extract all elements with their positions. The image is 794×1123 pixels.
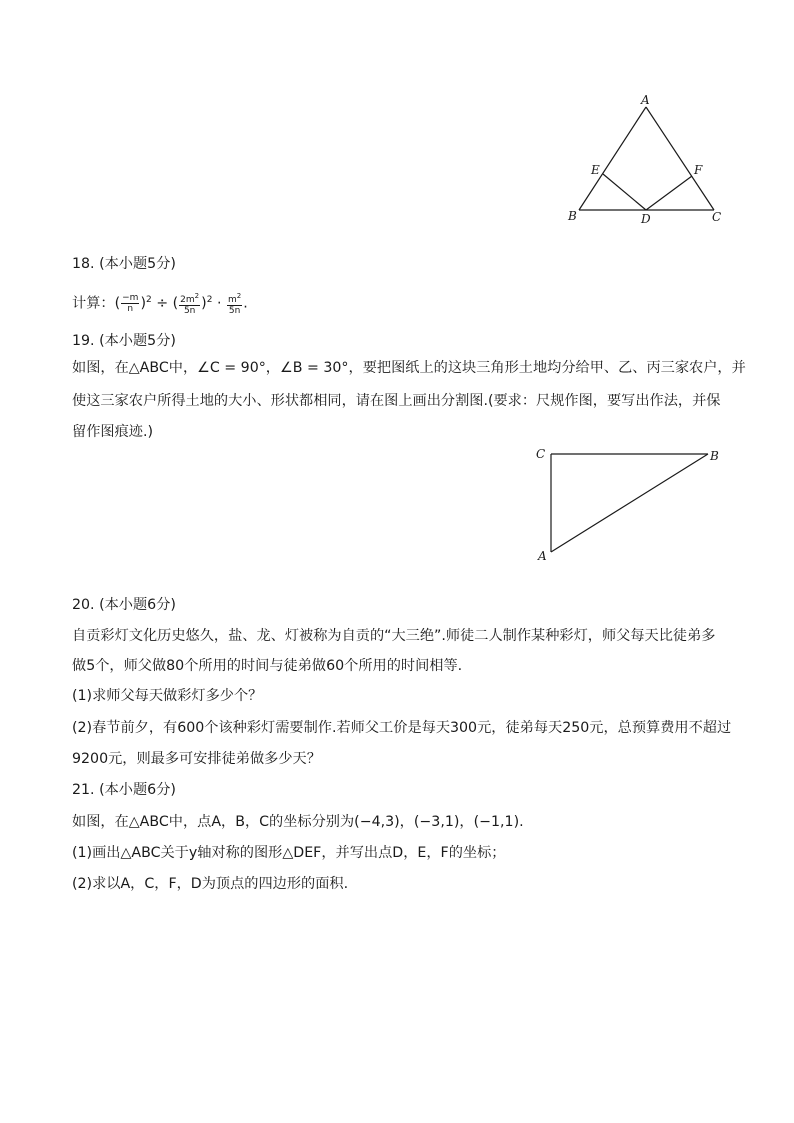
- side-ab: [579, 107, 646, 210]
- label-d: D: [641, 212, 651, 226]
- label-e: E: [591, 163, 600, 177]
- label-b: B: [710, 449, 719, 463]
- q20-line-3: (1)求师父每天做彩灯多少个？: [72, 688, 263, 704]
- q21-line-1: 如图，在△ABC中，点A，B，C的坐标分别为(−4,3)，(−3,1)，(−1,1).: [72, 814, 524, 830]
- q20-header: 20. (本小题6分): [72, 597, 176, 613]
- q18-fraction-1: $\frac{-m}{n}$: [122, 293, 139, 315]
- q18-fraction-3: $\frac{m^2}{5n}$: [227, 292, 242, 317]
- q20-line-4: (2)春节前夕，有600个该种彩灯需要制作.若师父工价是每天300元，徒弟每天250元，总预算费用不超过: [72, 720, 732, 736]
- side-ac: [646, 107, 714, 210]
- q21-line-3: (2)求以A，C，F，D为顶点的四边形的面积.: [72, 876, 349, 892]
- q19-line-1: 如图，在△ABC中，∠C = 90°，∠B = 30°，要把图纸上的这块三角形土地均分给甲、乙、丙三家农户，并: [72, 360, 746, 376]
- q18-fraction-2: $\frac{2m^2}{5n}$: [180, 292, 200, 317]
- q21-line-2: (1)画出△ABC关于y轴对称的图形△DEF，并写出点D，E，F的坐标；: [72, 845, 506, 861]
- q19-line-2: 使这三家农户所得土地的大小、形状都相同，请在图上画出分割图.(要求：尺规作图，要写出作法，并保: [72, 393, 721, 409]
- q19-line-3: 留作图痕迹.): [72, 424, 153, 440]
- q20-line-5: 9200元，则最多可安排徒弟做多少天？: [72, 751, 321, 767]
- q18-header: 18. (本小题5分): [72, 256, 176, 272]
- q19-header: 19. (本小题5分): [72, 333, 176, 349]
- segment-fd: [646, 176, 692, 210]
- label-c: C: [712, 210, 722, 224]
- label-b: B: [568, 209, 577, 223]
- figure-triangle-aedfc: [560, 90, 735, 230]
- q18-prefix: 计算：: [72, 295, 115, 312]
- label-a: A: [641, 93, 650, 107]
- q18-expression: 计算：( $\frac{-m}{n}$ )$^2$ ÷ ( $\frac{2m^2}{5n}$ )$^2$ · $\frac{m^2}{5n}$ .: [72, 292, 248, 317]
- q20-line-1: 自贡彩灯文化历史悠久，盐、龙、灯被称为自贡的“大三绝”.师徒二人制作某种彩灯，师父每天比徒弟多: [72, 628, 716, 644]
- q21-header: 21. (本小题6分): [72, 782, 176, 798]
- label-a: A: [538, 549, 547, 563]
- q20-line-2: 做5个，师父做80个所用的时间与徒弟做60个所用的时间相等.: [72, 658, 463, 674]
- side-ab: [551, 454, 708, 552]
- label-c: C: [536, 447, 546, 461]
- figure-right-triangle-abc: [530, 440, 730, 570]
- segment-ed: [603, 174, 646, 210]
- label-f: F: [694, 163, 703, 177]
